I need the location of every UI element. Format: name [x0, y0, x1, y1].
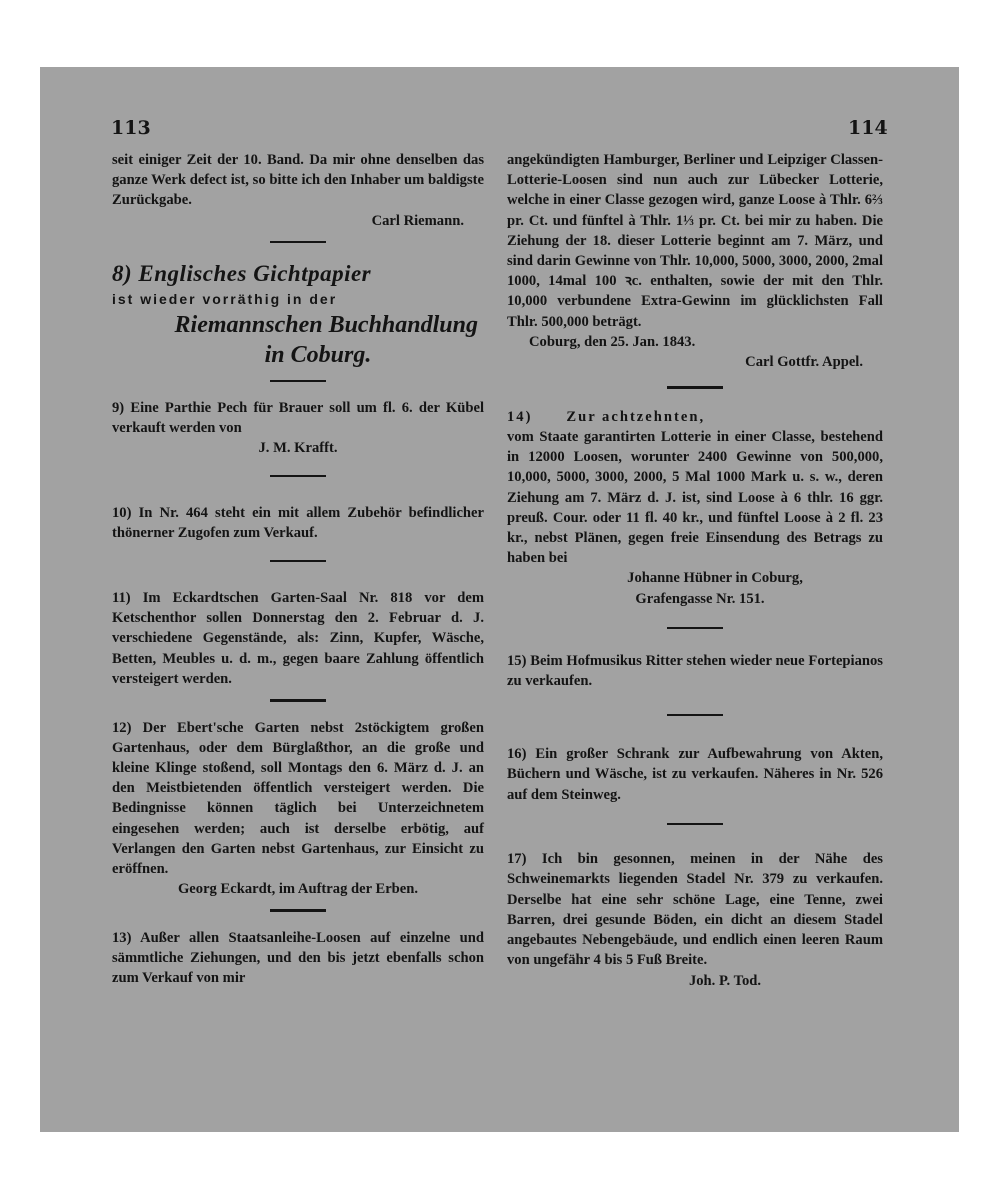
separator-rule — [667, 714, 723, 717]
separator-rule — [270, 909, 326, 912]
notice-9-pech — [112, 398, 484, 459]
left-column — [112, 150, 484, 988]
separator-rule — [270, 241, 326, 244]
notice-12-garten — [112, 718, 484, 900]
separator-rule — [270, 699, 326, 702]
notice-subline: ist wieder vorräthig in der — [112, 291, 338, 308]
notice-signature: Johanne Hübner in Coburg, — [627, 570, 803, 587]
notice-text: vom Staate garantirten Lotterie in einer Classe, bestehend in 12000 Loosen, worunter 2400 Gewinne von 500,000, 10,000, 5000, 3000, 2000, 5 Mal 1000 Mark u. s. w., deren Ziehung am 7. März d. J. ist, sind Loose à 6 thlr. 16 ggr. preuß. Cour. oder 11 fl. 40 kr., und fünftel Loose à 2 fl. 23 kr., nebst Plänen, gegen freie Einsendung des Betrags zu haben bei — [507, 428, 883, 567]
notice-16-schrank — [507, 744, 883, 805]
notice-14-lotterie — [507, 407, 883, 609]
notice-signature: Joh. P. Tod. — [688, 972, 762, 989]
notice-8-gichtpapier — [112, 259, 484, 369]
separator-rule — [667, 386, 723, 389]
notice-shop-place: in Coburg. — [264, 341, 372, 368]
notice-number: 8) — [112, 261, 133, 287]
page-number-right: 114 — [848, 117, 888, 139]
notice-signature: Carl Gottfr. Appel. — [745, 354, 863, 371]
notice-text: 13) Außer allen Staatsanleihe-Loosen auf einzelne und sämmtliche Ziehungen, und den bis jetzt ebenfalls schon zum Verkauf von mir — [112, 929, 484, 987]
notice-signature-address: Grafengasse Nr. 151. — [635, 590, 765, 607]
separator-rule — [270, 380, 326, 383]
notice-text: 12) Der Ebert'sche Garten nebst 2stöckigtem großen Gartenhaus, oder dem Bürglaßthor, an die große und kleine Klinge stoßend, soll Montags den 6. März d. J. an den Meistbietenden öffentlich versteigert werden. Die Bedingnisse können täglich bei Unterzeichnetem eingesehen werden; auch ist derselbe erbötig, auf Verlangen den Garten nebst Gartenhaus, zur Einsicht zu eröffnen. — [112, 719, 484, 877]
page-number-left: 113 — [111, 117, 151, 139]
notice-15-fortepianos — [507, 651, 883, 691]
notice-text: 10) In Nr. 464 steht ein mit allem Zubehör befindlicher thönerner Zugofen zum Verkauf. — [112, 505, 484, 542]
notice-signature: Carl Riemann. — [371, 212, 464, 229]
notice-text: 15) Beim Hofmusikus Ritter stehen wieder neue Fortepianos zu verkaufen. — [507, 653, 883, 690]
separator-rule — [667, 823, 723, 826]
notice-text: 9) Eine Parthie Pech für Brauer soll um fl. 6. der Kübel verkauft werden von — [112, 400, 484, 437]
right-column — [507, 150, 883, 991]
notice-text: 11) Im Eckardtschen Garten-Saal Nr. 818 vor dem Ketschenthor sollen Donnerstag den 2. Februar d. J. verschiedene Gegenstände, als: Zinn, Kupfer, Wäsche, Betten, Meubles u. d. m., gegen baare Zahlung öffentlich versteigert werden. — [112, 590, 484, 687]
notice-text: seit einiger Zeit der 10. Band. Da mir ohne denselben das ganze Werk defect ist, so bitte ich den Inhaber um baldigste Zurückgabe. — [112, 152, 484, 209]
notice-heading: 14) Zur achtzehnten, — [507, 408, 706, 425]
notice-text: 17) Ich bin gesonnen, meinen in der Nähe des Schweinemarkts liegenden Stadel Nr. 379 zu verkaufen. Derselbe hat eine sehr schöne Lage, eine Tenne, zwei Barren, drei gesunde Böden, ein dicht an diesem Stadel angebautes Nebengebäude, und endlich einen leeren Raum von ungefähr 4 bis 5 Fuß Breite. — [507, 851, 883, 969]
notice-13-continued — [507, 150, 883, 372]
notice-10-zugofen — [112, 503, 484, 543]
notice-headline: Englisches Gichtpapier — [138, 261, 372, 287]
separator-rule — [270, 560, 326, 563]
notice-17-stadel — [507, 849, 883, 990]
notice-riemann-continued — [112, 150, 484, 231]
separator-rule — [667, 627, 723, 630]
notice-text: angekündigten Hamburger, Berliner und Leipziger Classen-Lotterie-Loosen sind nun auch zur Lübecker Lotterie, welche in einer Classe gezogen wird, ganze Loose à Thlr. 6⅔ pr. Ct. und fünftel à Thlr. 1⅓ pr. Ct. bei mir zu haben. Die Ziehung der 18. dieser Lotterie beginnt am 7. März, und sind darin Gewinne von Thlr. 10,000, 5000, 3000, 2000, 2mal 1000, 14mal 100 ꝛc. enthalten, sowie der mit den Thlr. 10,000 verbundene Extra-Gewinn im glücklichsten Fall Thlr. 500,000 beträgt. — [507, 152, 883, 330]
notice-place-date: Coburg, den 25. Jan. 1843. — [529, 333, 696, 350]
notice-signature: J. M. Krafft. — [258, 440, 338, 457]
notice-signature: Georg Eckardt, im Auftrag der Erben. — [177, 881, 419, 898]
notice-11-versteigerung — [112, 588, 484, 689]
notice-13-loose — [112, 928, 484, 989]
separator-rule — [270, 475, 326, 478]
notice-shop-name: Riemannschen Buchhandlung — [174, 311, 478, 338]
notice-text: 16) Ein großer Schrank zur Aufbewahrung von Akten, Büchern und Wäsche, ist zu verkaufen. Näheres in Nr. 526 auf dem Steinweg. — [507, 746, 883, 803]
